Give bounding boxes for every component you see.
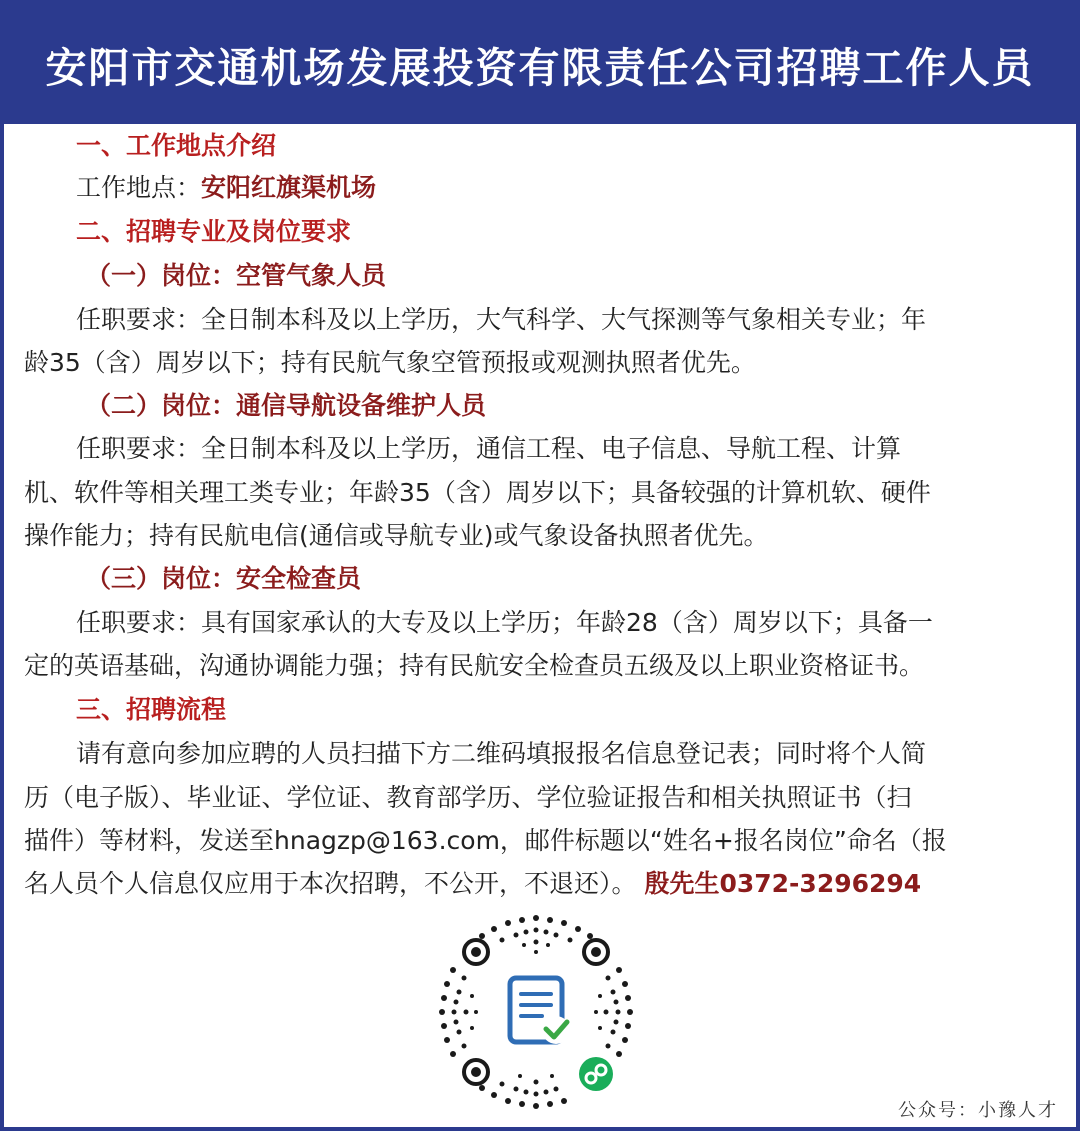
position-2-req-line-3: 操作能力；持有民航电信(通信或导航专业)或气象设备执照者优先。 xyxy=(24,521,769,550)
page-title: 安阳市交通机场发展投资有限责任公司招聘工作人员 xyxy=(45,43,1035,92)
process-line-4-text: 名人员个人信息仅应用于本次招聘，不公开，不退还）。 xyxy=(24,869,637,898)
position-1-req-line-2: 龄35（含）周岁以下；持有民航气象空管预报或观测执照者优先。 xyxy=(24,348,756,377)
position-3-req-line-1: 任职要求：具有国家承认的大专及以上学历；年龄28（含）周岁以下；具备一 xyxy=(76,608,933,637)
mini-program-icon xyxy=(579,1057,613,1091)
position-1-req-line-1: 任职要求：全日制本科及以上学历，大气科学、大气探测等气象相关专业；年 xyxy=(76,305,927,334)
process-line-1: 请有意向参加应聘的人员扫描下方二维码填报报名信息登记表；同时将个人简 xyxy=(76,739,927,768)
work-location xyxy=(76,172,376,204)
qr-code[interactable] xyxy=(436,912,636,1112)
document-check-icon xyxy=(510,978,570,1044)
section2-heading: 二、招聘专业及岗位要求 xyxy=(76,217,352,246)
work-location-label: 工作地点： xyxy=(76,173,202,202)
header-banner xyxy=(4,4,1076,124)
position-3-req-line-2: 定的英语基础，沟通协调能力强；持有民航安全检查员五级及以上职业资格证书。 xyxy=(24,651,925,680)
section3-heading: 三、招聘流程 xyxy=(76,695,227,724)
position-1-title: （一）岗位：空管气象人员 xyxy=(86,261,387,290)
footer-account-note: 公众号：小豫人才 xyxy=(898,1100,1058,1121)
process-line-4 xyxy=(24,868,921,900)
position-2-req-line-2: 机、软件等相关理工类专业；年龄35（含）周岁以下；具备较强的计算机软、硬件 xyxy=(24,478,931,507)
position-3-title: （三）岗位：安全检查员 xyxy=(86,564,362,593)
work-location-value: 安阳红旗渠机场 xyxy=(201,173,377,202)
contact-phone: 殷先生0372-3296294 xyxy=(644,869,922,898)
section1-heading: 一、工作地点介绍 xyxy=(76,131,277,160)
position-2-title: （二）岗位：通信导航设备维护人员 xyxy=(86,391,487,420)
position-2-req-line-1: 任职要求：全日制本科及以上学历，通信工程、电子信息、导航工程、计算 xyxy=(76,434,902,463)
process-line-3: 描件）等材料，发送至hnagzp@163.com，邮件标题以“姓名+报名岗位”命名（报 xyxy=(24,826,947,855)
process-line-2: 历（电子版）、毕业证、学位证、教育部学历、学位验证报告和相关执照证书（扫 xyxy=(24,783,912,812)
